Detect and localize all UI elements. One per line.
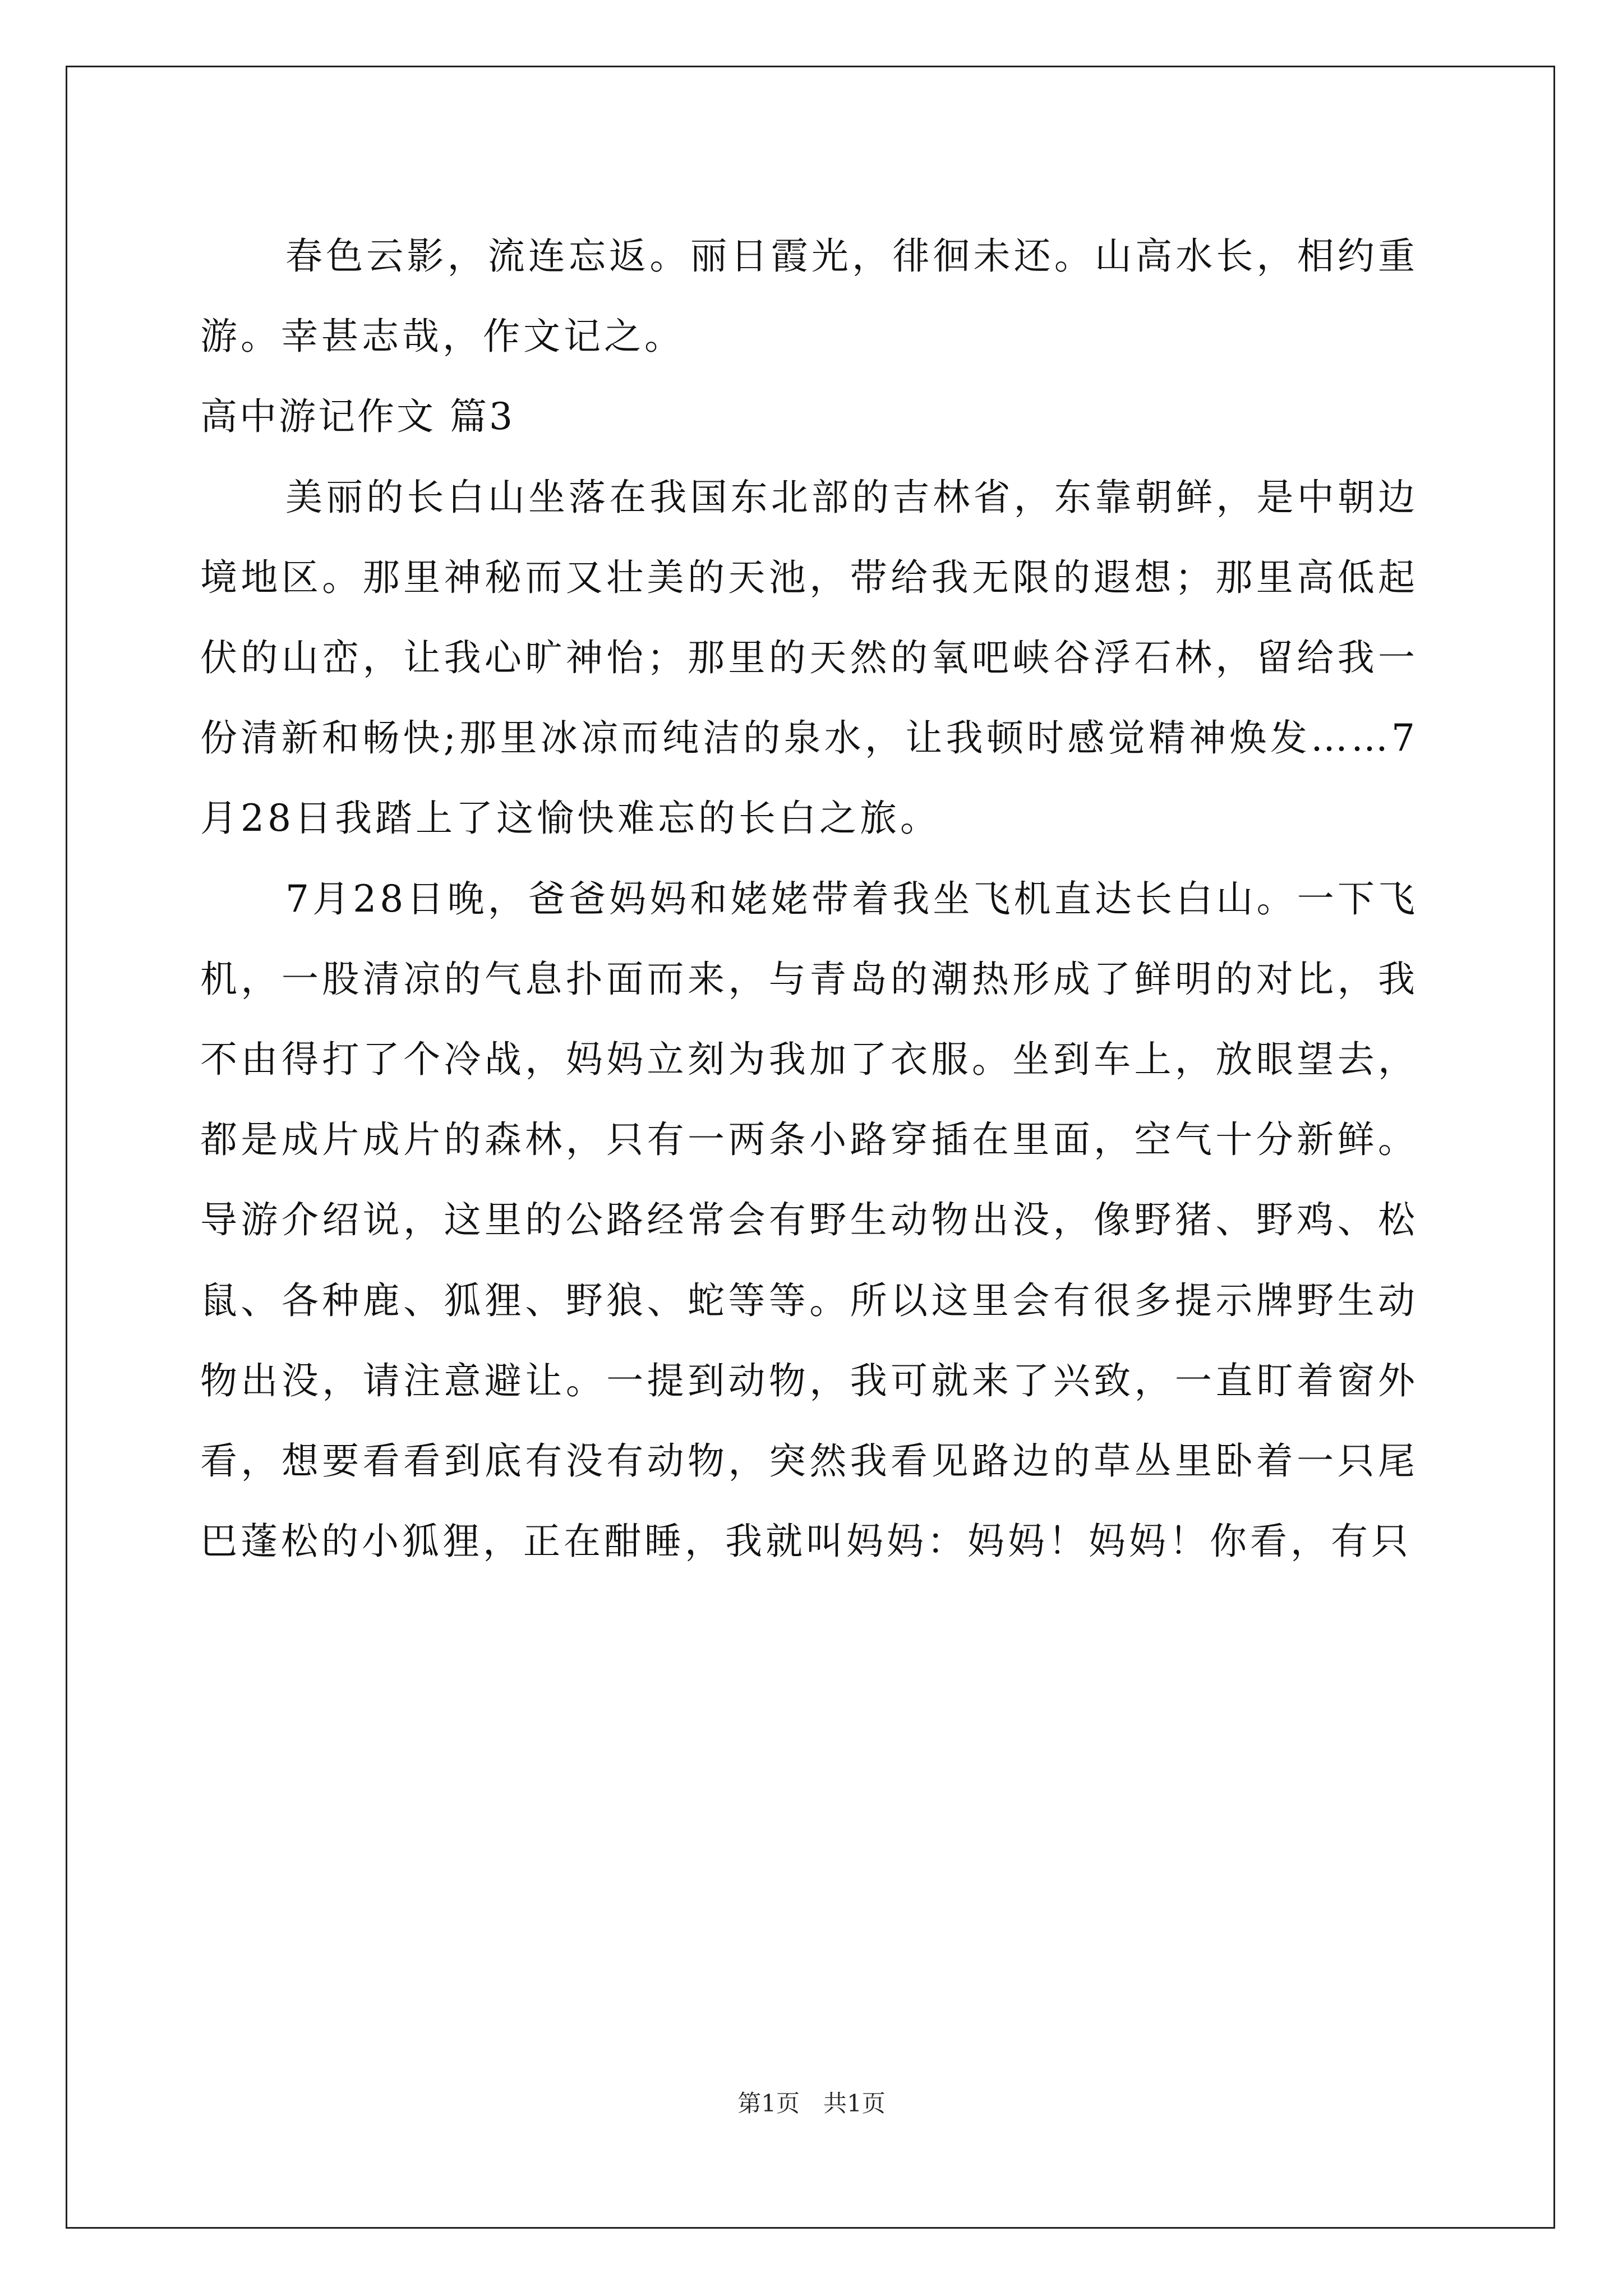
paragraph-arrival: 7月28日晚，爸爸妈妈和姥姥带着我坐飞机直达长白山。一下飞机，一股清凉的气息扑面而来，与青岛的潮热形成了鲜明的对比，我不由得打了个冷战，妈妈立刻为我加了衣服。坐到车上，放眼望去，都是成片成片的森林，只有一两条小路穿插在里面，空气十分新鲜。导游介绍说，这里的公路经常会有野生动物出没，像野猪、野鸡、松鼠、各种鹿、狐狸、野狼、蛇等等。所以这里会有很多提示牌野生动物出没，请注意避让。一提到动物，我可就来了兴致，一直盯着窗外看，想要看看到底有没有动物，突然我看见路边的草丛里卧着一只尾巴蓬松的小狐狸，正在酣睡，我就叫妈妈：妈妈！妈妈！你看，有只 [200,877,1418,1563]
section-heading: 高中游记作文 篇3 [200,395,515,439]
page-number: 第1页 共1页 [737,2090,886,2117]
document-body [200,216,1418,1581]
paragraph-intro: 美丽的长白山坐落在我国东北部的吉林省，东靠朝鲜，是中朝边境地区。那里神秘而又壮美的天池，带给我无限的遐想；那里高低起伏的山峦，让我心旷神怡；那里的天然的氧吧峡谷浮石林，留给我一份清新和畅快;那里冰凉而纯洁的泉水，让我顿时感觉精神焕发……7月28日我踏上了这愉快难忘的长白之旅。 [200,475,1418,840]
paragraph-closing: 春色云影，流连忘返。丽日霞光，徘徊未还。山高水长，相约重游。幸甚志哉，作文记之。 [200,234,1418,358]
